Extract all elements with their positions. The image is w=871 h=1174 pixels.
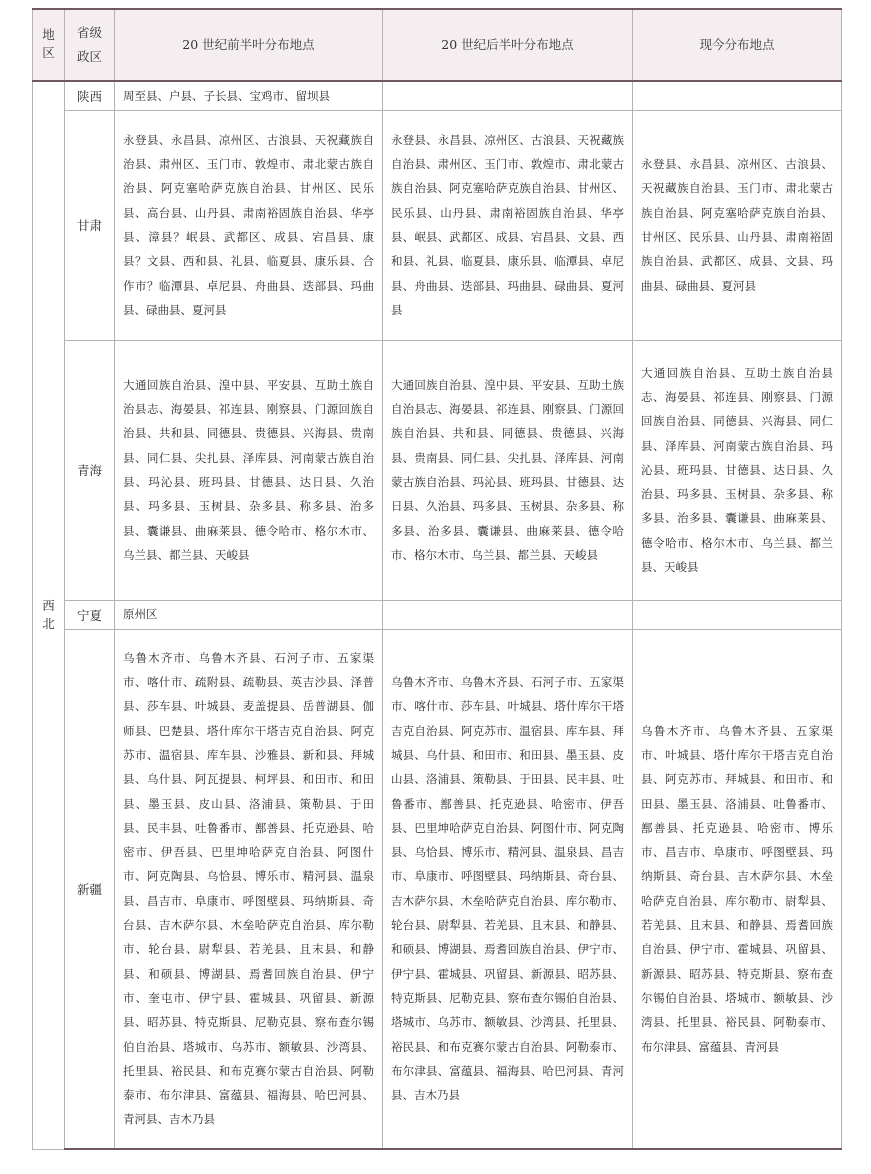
- early-cell: 大通回族自治县、湟中县、平安县、互助土族自治县志、海晏县、祁连县、刚察县、门源回族自治县、共和县、同德县、贵德县、兴海县、贵南县、同仁县、尖扎县、泽库县、河南蒙古族自治县、玛沁县、班玛县、甘德县、达日县、久治县、玛多县、玉树县、杂多县、称多县、治多县、囊谦县、曲麻莱县、德令哈市、格尔木市、乌兰县、都兰县、天峻县: [115, 340, 383, 600]
- province-cell: 青海: [65, 340, 115, 600]
- late-cell: 大通回族自治县、湟中县、平安县、互助土族自治县志、海晏县、祁连县、刚察县、门源回族自治县、共和县、同德县、贵德县、兴海县、贵南县、同仁县、尖扎县、泽库县、河南蒙古族自治县、玛沁县、班玛县、甘德县、达日县、久治县、玛多县、玉树县、杂多县、称多县、治多县、囊谦县、曲麻莱县、德令哈市、格尔木市、乌兰县、都兰县、天峻县: [383, 340, 633, 600]
- late-cell: [383, 600, 633, 629]
- current-cell: 大通回族自治县、互助土族自治县志、海晏县、祁连县、刚察县、门源回族自治县、同德县、兴海县、同仁县、泽库县、河南蒙古族自治县、玛沁县、班玛县、甘德县、达日县、久治县、玛多县、玉树县、杂多县、称多县、治多县、囊谦县、曲麻莱县、德令哈市、格尔木市、乌兰县、都兰县、天峻县: [633, 340, 842, 600]
- header-province: 省级政区: [65, 9, 115, 81]
- table-row: [33, 600, 842, 629]
- header-early: 20 世纪前半叶分布地点: [115, 9, 383, 81]
- late-cell: 乌鲁木齐市、乌鲁木齐县、石河子市、五家渠市、喀什市、莎车县、叶城县、塔什库尔干塔吉克自治县、阿克苏市、温宿县、库车县、拜城县、乌什县、和田市、和田县、墨玉县、皮山县、洛浦县、策勒县、于田县、民丰县、吐鲁番市、鄯善县、托克逊县、哈密市、伊吾县、巴里坤哈萨克自治县、阿图什市、阿克陶县、乌恰县、博乐市、精河县、温泉县、昌吉市、阜康市、呼图壁县、玛纳斯县、奇台县、吉木萨尔县、木垒哈萨克自治县、库尔勒市、轮台县、尉犁县、若羌县、且末县、和静县、和硕县、博湖县、焉耆回族自治县、伊宁市、伊宁县、霍城县、巩留县、新源县、昭苏县、特克斯县、尼勒克县、察布查尔锡伯自治县、塔城市、乌苏市、额敏县、沙湾县、托里县、裕民县、和布克赛尔蒙古自治县、阿勒泰市、布尔津县、富蕴县、福海县、哈巴河县、青河县、吉木乃县: [383, 629, 633, 1149]
- header-current: 现今分布地点: [633, 9, 842, 81]
- early-cell: 周至县、户县、子长县、宝鸡市、留坝县: [115, 81, 383, 110]
- current-cell: [633, 600, 842, 629]
- current-cell: 乌鲁木齐市、乌鲁木齐县、五家渠市、叶城县、塔什库尔干塔吉克自治县、阿克苏市、拜城县、和田市、和田县、墨玉县、洛浦县、吐鲁番市、鄯善县、托克逊县、哈密市、博乐市、昌吉市、阜康市、呼图壁县、玛纳斯县、奇台县、吉木萨尔县、木垒哈萨克自治县、库尔勒市、尉犁县、若羌县、且末县、和静县、焉耆回族自治县、伊宁市、霍城县、巩留县、新源县、昭苏县、特克斯县、察布查尔锡伯自治县、塔城市、额敏县、沙湾县、托里县、裕民县、阿勒泰市、布尔津县、富蕴县、青河县: [633, 629, 842, 1149]
- region-cell: 西北: [33, 81, 65, 1149]
- province-cell: 甘肃: [65, 110, 115, 340]
- current-cell: 永登县、永昌县、凉州区、古浪县、天祝藏族自治县、玉门市、肃北蒙古族自治县、阿克塞哈萨克族自治县、甘州区、民乐县、山丹县、肃南裕固族自治县、武都区、成县、文县、玛曲县、碌曲县、夏河县: [633, 110, 842, 340]
- province-cell: 新疆: [65, 629, 115, 1149]
- table-row: [33, 110, 842, 340]
- table-row: [33, 81, 842, 110]
- distribution-table: [32, 8, 842, 1150]
- current-cell: [633, 81, 842, 110]
- header-row: [33, 9, 842, 81]
- late-cell: [383, 81, 633, 110]
- province-cell: 陕西: [65, 81, 115, 110]
- early-cell: 乌鲁木齐市、乌鲁木齐县、石河子市、五家渠市、喀什市、疏附县、疏勒县、英吉沙县、泽普县、莎车县、叶城县、麦盖提县、岳普湖县、伽师县、巴楚县、塔什库尔干塔吉克自治县、阿克苏市、温宿县、库车县、沙雅县、新和县、拜城县、乌什县、阿瓦提县、柯坪县、和田市、和田县、墨玉县、皮山县、洛浦县、策勒县、于田县、民丰县、吐鲁番市、鄯善县、托克逊县、哈密市、伊吾县、巴里坤哈萨克自治县、阿图什市、阿克陶县、乌恰县、博乐市、精河县、温泉县、昌吉市、阜康市、呼图壁县、玛纳斯县、奇台县、吉木萨尔县、木垒哈萨克自治县、库尔勒市、轮台县、尉犁县、若羌县、且末县、和静县、和硕县、博湖县、焉耆回族自治县、伊宁市、奎屯市、伊宁县、霍城县、巩留县、新源县、昭苏县、特克斯县、尼勒克县、察布查尔锡伯自治县、塔城市、乌苏市、额敏县、沙湾县、托里县、裕民县、和布克赛尔蒙古自治县、阿勒泰市、布尔津县、富蕴县、福海县、哈巴河县、青河县、吉木乃县: [115, 629, 383, 1149]
- late-cell: 永登县、永昌县、凉州区、古浪县、天祝藏族自治县、肃州区、玉门市、敦煌市、肃北蒙古族自治县、阿克塞哈萨克族自治县、甘州区、民乐县、山丹县、肃南裕固族自治县、华亭县、岷县、武都区、成县、宕昌县、文县、西和县、礼县、临夏县、康乐县、临潭县、卓尼县、舟曲县、迭部县、玛曲县、碌曲县、夏河县: [383, 110, 633, 340]
- header-late: 20 世纪后半叶分布地点: [383, 9, 633, 81]
- early-cell: 永登县、永昌县、凉州区、古浪县、天祝藏族自治县、肃州区、玉门市、敦煌市、肃北蒙古族自治县、阿克塞哈萨克族自治县、甘州区、民乐县、高台县、山丹县、肃南裕固族自治县、华亭县、漳县？岷县、武都区、成县、宕昌县、康县？文县、西和县、礼县、临夏县、康乐县、合作市？临潭县、卓尼县、舟曲县、迭部县、玛曲县、碌曲县、夏河县: [115, 110, 383, 340]
- header-region: 地区: [33, 9, 65, 81]
- table-row: [33, 340, 842, 600]
- early-cell: 原州区: [115, 600, 383, 629]
- table-row: [33, 629, 842, 1149]
- province-cell: 宁夏: [65, 600, 115, 629]
